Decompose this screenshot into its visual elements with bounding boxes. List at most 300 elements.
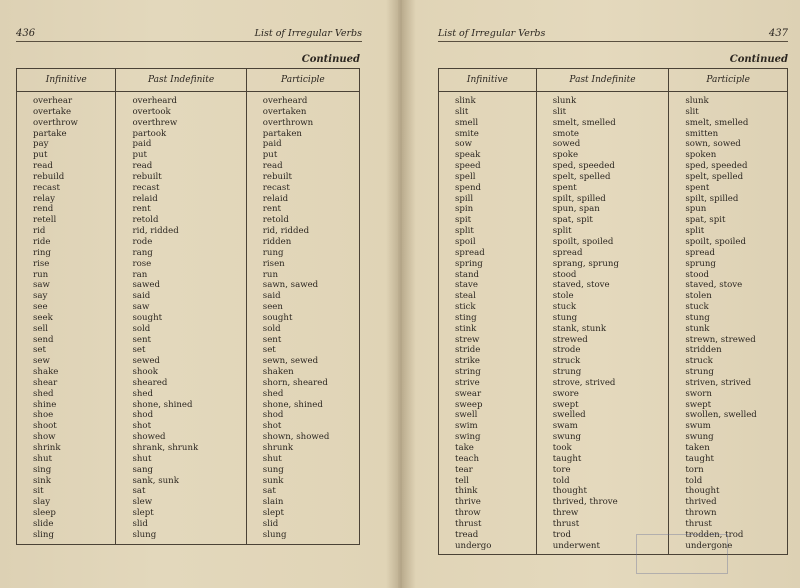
continued-label: Continued — [729, 54, 788, 65]
past-indefinite-cell: partook — [116, 129, 246, 140]
infinitive-cell: sweep — [439, 400, 537, 411]
participle-cell: sewn, sewed — [246, 356, 359, 367]
column-header-past-indefinite: Past Indefinite — [116, 69, 246, 92]
past-indefinite-cell: thrust — [536, 519, 669, 530]
past-indefinite-cell: strung — [536, 367, 669, 378]
infinitive-cell: say — [17, 291, 116, 302]
participle-cell: trodden, trod — [669, 530, 788, 541]
table-row — [439, 302, 788, 313]
infinitive-cell: read — [17, 161, 116, 172]
participle-cell: partaken — [246, 129, 359, 140]
participle-cell: strung — [669, 367, 788, 378]
past-indefinite-cell: stuck — [536, 302, 669, 313]
table-row — [17, 345, 360, 356]
table-row — [17, 432, 360, 443]
infinitive-cell: stave — [439, 280, 537, 291]
table-row — [439, 367, 788, 378]
participle-cell: taken — [669, 443, 788, 454]
table-row — [17, 313, 360, 324]
infinitive-cell: shine — [17, 400, 116, 411]
running-title: List of Irregular Verbs — [438, 28, 546, 39]
participle-cell: read — [246, 161, 359, 172]
left-page-header — [16, 28, 362, 42]
table-row — [17, 204, 360, 215]
table-row — [439, 378, 788, 389]
continued-label: Continued — [301, 54, 360, 65]
infinitive-cell: put — [17, 150, 116, 161]
infinitive-cell: sink — [17, 476, 116, 487]
past-indefinite-cell: slung — [116, 530, 246, 544]
past-indefinite-cell: spilt, spilled — [536, 194, 669, 205]
infinitive-cell: tear — [439, 465, 537, 476]
participle-cell: sown, sowed — [669, 139, 788, 150]
table-row — [439, 454, 788, 465]
participle-cell: striven, strived — [669, 378, 788, 389]
table-row — [17, 367, 360, 378]
table-row — [17, 280, 360, 291]
infinitive-cell: shoot — [17, 421, 116, 432]
infinitive-cell: thrust — [439, 519, 537, 530]
infinitive-cell: smell — [439, 118, 537, 129]
infinitive-cell: overthrow — [17, 118, 116, 129]
participle-cell: said — [246, 291, 359, 302]
table-row — [439, 280, 788, 291]
page-number: 437 — [768, 28, 788, 39]
infinitive-cell: saw — [17, 280, 116, 291]
infinitive-cell: retell — [17, 215, 116, 226]
table-row — [17, 465, 360, 476]
participle-cell: spilt, spilled — [669, 194, 788, 205]
table-row — [17, 421, 360, 432]
table-row — [17, 508, 360, 519]
past-indefinite-cell: thrived, throve — [536, 497, 669, 508]
past-indefinite-cell: strove, strived — [536, 378, 669, 389]
participle-cell: stood — [669, 270, 788, 281]
table-row — [17, 226, 360, 237]
past-indefinite-cell: shook — [116, 367, 246, 378]
verbs-table-left — [16, 68, 360, 545]
infinitive-cell: swear — [439, 389, 537, 400]
past-indefinite-cell: rebuilt — [116, 172, 246, 183]
column-header-participle: Participle — [669, 69, 788, 92]
infinitive-cell: overhear — [17, 92, 116, 107]
table-row — [17, 335, 360, 346]
past-indefinite-cell: stung — [536, 313, 669, 324]
participle-cell: overtaken — [246, 107, 359, 118]
participle-cell: sprung — [669, 259, 788, 270]
page-number: 436 — [16, 28, 36, 39]
infinitive-cell: shoe — [17, 410, 116, 421]
column-header-infinitive: Infinitive — [439, 69, 537, 92]
participle-cell: sought — [246, 313, 359, 324]
past-indefinite-cell: slunk — [536, 92, 669, 107]
table-row — [439, 508, 788, 519]
table-row — [439, 443, 788, 454]
table-row — [439, 519, 788, 530]
past-indefinite-cell: sent — [116, 335, 246, 346]
participle-cell: sold — [246, 324, 359, 335]
table-row — [439, 389, 788, 400]
past-indefinite-cell: spoke — [536, 150, 669, 161]
infinitive-cell: speed — [439, 161, 537, 172]
infinitive-cell: smite — [439, 129, 537, 140]
participle-cell: shorn, sheared — [246, 378, 359, 389]
participle-cell: spread — [669, 248, 788, 259]
infinitive-cell: seek — [17, 313, 116, 324]
infinitive-cell: shake — [17, 367, 116, 378]
infinitive-cell: sleep — [17, 508, 116, 519]
participle-cell: shed — [246, 389, 359, 400]
column-header-past-indefinite: Past Indefinite — [536, 69, 669, 92]
participle-cell: overheard — [246, 92, 359, 107]
past-indefinite-cell: slid — [116, 519, 246, 530]
participle-cell: swept — [669, 400, 788, 411]
participle-cell: shut — [246, 454, 359, 465]
participle-cell: stolen — [669, 291, 788, 302]
table-row — [17, 248, 360, 259]
past-indefinite-cell: struck — [536, 356, 669, 367]
past-indefinite-cell: staved, stove — [536, 280, 669, 291]
infinitive-cell: ring — [17, 248, 116, 259]
participle-cell: shone, shined — [246, 400, 359, 411]
table-row — [17, 129, 360, 140]
infinitive-cell: undergo — [439, 541, 537, 555]
participle-cell: spun — [669, 204, 788, 215]
infinitive-cell: pay — [17, 139, 116, 150]
past-indefinite-cell: smelt, smelled — [536, 118, 669, 129]
infinitive-cell: shed — [17, 389, 116, 400]
table-row — [439, 194, 788, 205]
infinitive-cell: spoil — [439, 237, 537, 248]
past-indefinite-cell: shod — [116, 410, 246, 421]
past-indefinite-cell: told — [536, 476, 669, 487]
participle-cell: sat — [246, 486, 359, 497]
past-indefinite-cell: overthrew — [116, 118, 246, 129]
participle-cell: risen — [246, 259, 359, 270]
infinitive-cell: see — [17, 302, 116, 313]
table-row — [17, 259, 360, 270]
table-row — [439, 107, 788, 118]
table-row — [439, 541, 788, 555]
participle-cell: slung — [246, 530, 359, 544]
past-indefinite-cell: set — [116, 345, 246, 356]
past-indefinite-cell: trod — [536, 530, 669, 541]
past-indefinite-cell: sawed — [116, 280, 246, 291]
infinitive-cell: tell — [439, 476, 537, 487]
infinitive-cell: split — [439, 226, 537, 237]
past-indefinite-cell: spun, span — [536, 204, 669, 215]
table-row — [439, 432, 788, 443]
running-title: List of Irregular Verbs — [254, 28, 362, 39]
past-indefinite-cell: sowed — [536, 139, 669, 150]
table-row — [17, 519, 360, 530]
table-row — [439, 161, 788, 172]
infinitive-cell: swell — [439, 410, 537, 421]
past-indefinite-cell: threw — [536, 508, 669, 519]
past-indefinite-cell: sewed — [116, 356, 246, 367]
participle-cell: rid, ridded — [246, 226, 359, 237]
participle-cell: spoken — [669, 150, 788, 161]
past-indefinite-cell: rose — [116, 259, 246, 270]
table-row — [17, 107, 360, 118]
table-row — [17, 237, 360, 248]
table-row — [439, 204, 788, 215]
participle-cell: slept — [246, 508, 359, 519]
past-indefinite-cell: shot — [116, 421, 246, 432]
table-row — [17, 172, 360, 183]
left-page — [0, 0, 398, 588]
past-indefinite-cell: swam — [536, 421, 669, 432]
infinitive-cell: steal — [439, 291, 537, 302]
infinitive-cell: teach — [439, 454, 537, 465]
right-page-header — [438, 28, 788, 42]
past-indefinite-cell: ran — [116, 270, 246, 281]
past-indefinite-cell: shed — [116, 389, 246, 400]
past-indefinite-cell: swelled — [536, 410, 669, 421]
column-header-participle: Participle — [246, 69, 359, 92]
participle-cell: rebuilt — [246, 172, 359, 183]
past-indefinite-cell: took — [536, 443, 669, 454]
table-row — [17, 194, 360, 205]
participle-cell: smitten — [669, 129, 788, 140]
participle-cell: split — [669, 226, 788, 237]
participle-cell: torn — [669, 465, 788, 476]
past-indefinite-cell: overheard — [116, 92, 246, 107]
participle-cell: sung — [246, 465, 359, 476]
table-row — [439, 421, 788, 432]
past-indefinite-cell: rode — [116, 237, 246, 248]
table-row — [17, 118, 360, 129]
table-row — [17, 486, 360, 497]
infinitive-cell: spend — [439, 183, 537, 194]
table-row — [17, 183, 360, 194]
table-row — [17, 291, 360, 302]
book-gutter — [386, 0, 416, 588]
participle-cell: overthrown — [246, 118, 359, 129]
infinitive-cell: recast — [17, 183, 116, 194]
past-indefinite-cell: rid, ridded — [116, 226, 246, 237]
past-indefinite-cell: retold — [116, 215, 246, 226]
participle-cell: recast — [246, 183, 359, 194]
table-row — [439, 324, 788, 335]
table-row — [17, 530, 360, 544]
participle-cell: run — [246, 270, 359, 281]
table-row — [439, 150, 788, 161]
table-row — [439, 476, 788, 487]
table-row — [439, 400, 788, 411]
table-row — [439, 215, 788, 226]
infinitive-cell: swim — [439, 421, 537, 432]
verbs-table-right — [438, 68, 788, 555]
participle-cell: sawn, sawed — [246, 280, 359, 291]
participle-cell: spoilt, spoiled — [669, 237, 788, 248]
participle-cell: rung — [246, 248, 359, 259]
participle-cell: slunk — [669, 92, 788, 107]
infinitive-cell: shut — [17, 454, 116, 465]
past-indefinite-cell: sheared — [116, 378, 246, 389]
past-indefinite-cell: spent — [536, 183, 669, 194]
table-row — [439, 313, 788, 324]
past-indefinite-cell: strode — [536, 345, 669, 356]
table-row — [17, 497, 360, 508]
table-row — [17, 161, 360, 172]
past-indefinite-cell: sat — [116, 486, 246, 497]
participle-cell: told — [669, 476, 788, 487]
table-row — [17, 139, 360, 150]
infinitive-cell: take — [439, 443, 537, 454]
table-row — [17, 443, 360, 454]
infinitive-cell: spread — [439, 248, 537, 259]
participle-cell: shod — [246, 410, 359, 421]
past-indefinite-cell: stood — [536, 270, 669, 281]
infinitive-cell: think — [439, 486, 537, 497]
past-indefinite-cell: strewed — [536, 335, 669, 346]
infinitive-cell: rebuild — [17, 172, 116, 183]
table-row — [17, 476, 360, 487]
infinitive-cell: strew — [439, 335, 537, 346]
table-row — [17, 324, 360, 335]
participle-cell: thrown — [669, 508, 788, 519]
participle-cell: struck — [669, 356, 788, 367]
table-row — [439, 335, 788, 346]
past-indefinite-cell: spelt, spelled — [536, 172, 669, 183]
past-indefinite-cell: slew — [116, 497, 246, 508]
infinitive-cell: slay — [17, 497, 116, 508]
table-row — [439, 259, 788, 270]
table-row — [439, 172, 788, 183]
participle-cell: sped, speeded — [669, 161, 788, 172]
participle-cell: slain — [246, 497, 359, 508]
past-indefinite-cell: slit — [536, 107, 669, 118]
infinitive-cell: thrive — [439, 497, 537, 508]
participle-cell: taught — [669, 454, 788, 465]
participle-cell: sunk — [246, 476, 359, 487]
verbs-table-body — [17, 92, 360, 545]
participle-cell: sent — [246, 335, 359, 346]
past-indefinite-cell: smote — [536, 129, 669, 140]
table-row — [439, 139, 788, 150]
table-row — [439, 118, 788, 129]
table-row — [439, 270, 788, 281]
participle-cell: relaid — [246, 194, 359, 205]
participle-cell: shrunk — [246, 443, 359, 454]
infinitive-cell: show — [17, 432, 116, 443]
participle-cell: shot — [246, 421, 359, 432]
past-indefinite-cell: put — [116, 150, 246, 161]
infinitive-cell: sit — [17, 486, 116, 497]
infinitive-cell: shrink — [17, 443, 116, 454]
table-row — [439, 291, 788, 302]
past-indefinite-cell: slept — [116, 508, 246, 519]
table-row — [17, 215, 360, 226]
infinitive-cell: stick — [439, 302, 537, 313]
past-indefinite-cell: showed — [116, 432, 246, 443]
participle-cell: ridden — [246, 237, 359, 248]
participle-cell: set — [246, 345, 359, 356]
table-row — [17, 400, 360, 411]
infinitive-cell: stink — [439, 324, 537, 335]
infinitive-cell: sling — [17, 530, 116, 544]
participle-cell: stunk — [669, 324, 788, 335]
past-indefinite-cell: sprang, sprung — [536, 259, 669, 270]
table-row — [439, 248, 788, 259]
infinitive-cell: sing — [17, 465, 116, 476]
table-row — [439, 410, 788, 421]
past-indefinite-cell: sought — [116, 313, 246, 324]
past-indefinite-cell: stole — [536, 291, 669, 302]
infinitive-cell: ride — [17, 237, 116, 248]
participle-cell: stuck — [669, 302, 788, 313]
infinitive-cell: overtake — [17, 107, 116, 118]
infinitive-cell: spell — [439, 172, 537, 183]
past-indefinite-cell: swept — [536, 400, 669, 411]
infinitive-cell: sell — [17, 324, 116, 335]
past-indefinite-cell: sold — [116, 324, 246, 335]
past-indefinite-cell: paid — [116, 139, 246, 150]
past-indefinite-cell: tore — [536, 465, 669, 476]
participle-cell: swung — [669, 432, 788, 443]
table-row — [439, 183, 788, 194]
table-row — [17, 302, 360, 313]
participle-cell: slid — [246, 519, 359, 530]
table-row — [17, 270, 360, 281]
table-row — [17, 356, 360, 367]
infinitive-cell: tread — [439, 530, 537, 541]
past-indefinite-cell: said — [116, 291, 246, 302]
table-row — [17, 454, 360, 465]
infinitive-cell: send — [17, 335, 116, 346]
participle-cell: swollen, swelled — [669, 410, 788, 421]
table-row — [17, 389, 360, 400]
infinitive-cell: strive — [439, 378, 537, 389]
past-indefinite-cell: rang — [116, 248, 246, 259]
participle-cell: shaken — [246, 367, 359, 378]
participle-cell: put — [246, 150, 359, 161]
past-indefinite-cell: relaid — [116, 194, 246, 205]
past-indefinite-cell: thought — [536, 486, 669, 497]
past-indefinite-cell: overtook — [116, 107, 246, 118]
past-indefinite-cell: swung — [536, 432, 669, 443]
participle-cell: undergone — [669, 541, 788, 555]
infinitive-cell: stand — [439, 270, 537, 281]
participle-cell: sworn — [669, 389, 788, 400]
infinitive-cell: rend — [17, 204, 116, 215]
infinitive-cell: spring — [439, 259, 537, 270]
table-row — [439, 92, 788, 107]
participle-cell: smelt, smelled — [669, 118, 788, 129]
verbs-table-body — [439, 92, 788, 555]
participle-cell: spelt, spelled — [669, 172, 788, 183]
participle-cell: slit — [669, 107, 788, 118]
past-indefinite-cell: shut — [116, 454, 246, 465]
infinitive-cell: speak — [439, 150, 537, 161]
table-row — [439, 465, 788, 476]
participle-cell: thrived — [669, 497, 788, 508]
past-indefinite-cell: read — [116, 161, 246, 172]
participle-cell: retold — [246, 215, 359, 226]
past-indefinite-cell: swore — [536, 389, 669, 400]
participle-cell: spent — [669, 183, 788, 194]
infinitive-cell: slide — [17, 519, 116, 530]
table-row — [439, 237, 788, 248]
past-indefinite-cell: spoilt, spoiled — [536, 237, 669, 248]
infinitive-cell: relay — [17, 194, 116, 205]
infinitive-cell: stride — [439, 345, 537, 356]
infinitive-cell: throw — [439, 508, 537, 519]
table-row — [439, 345, 788, 356]
participle-cell: staved, stove — [669, 280, 788, 291]
past-indefinite-cell: shrank, shrunk — [116, 443, 246, 454]
